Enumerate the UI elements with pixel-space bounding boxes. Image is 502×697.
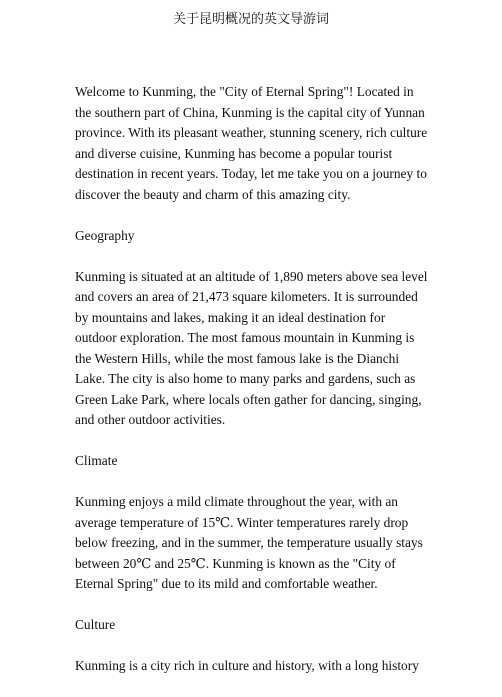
section-heading-culture: Culture: [75, 617, 116, 632]
section-heading-climate: Climate: [75, 453, 118, 468]
culture-paragraph: Kunming is a city rich in culture and history, with a long history: [75, 658, 419, 673]
section-heading-geography: Geography: [75, 227, 135, 243]
geography-paragraph: Kunming is situated at an altitude of 1,890 meters above sea level and covers an area of 21,473 square kilometers. It is surrounded by mountains and lakes, making it an ideal destination for outdoor exploration. The most famous mountain in Kunming is the Western Hills, while the most famous lake is the Dianchi Lake. The city is also home to many parks and gardens, such as Green Lake Park, where locals often gather for dancing, singing, and other outdoor activities.: [75, 268, 428, 427]
intro-paragraph: Welcome to Kunming, the "City of Eternal Spring"! Located in the southern part of China, Kunming is the capital city of Yunnan province. With its pleasant weather, stunning scenery, rich culture and diverse cuisine, Kunming has become a popular tourist destination in recent years. Today, let me take you on a journey to discover the beauty and charm of this amazing city.: [75, 84, 428, 202]
document-title: 关于昆明概况的英文导游词: [172, 11, 329, 26]
document-body: [75, 82, 429, 697]
climate-paragraph: Kunming enjoys a mild climate throughout the year, with an average temperature of 15℃. Winter temperatures rarely drop below freezing, and in the summer, the temperature usually stays between 20℃ and 25℃. Kunming is known as the "City of Eternal Spring" due to its mild and comfortable weather.: [75, 494, 423, 591]
